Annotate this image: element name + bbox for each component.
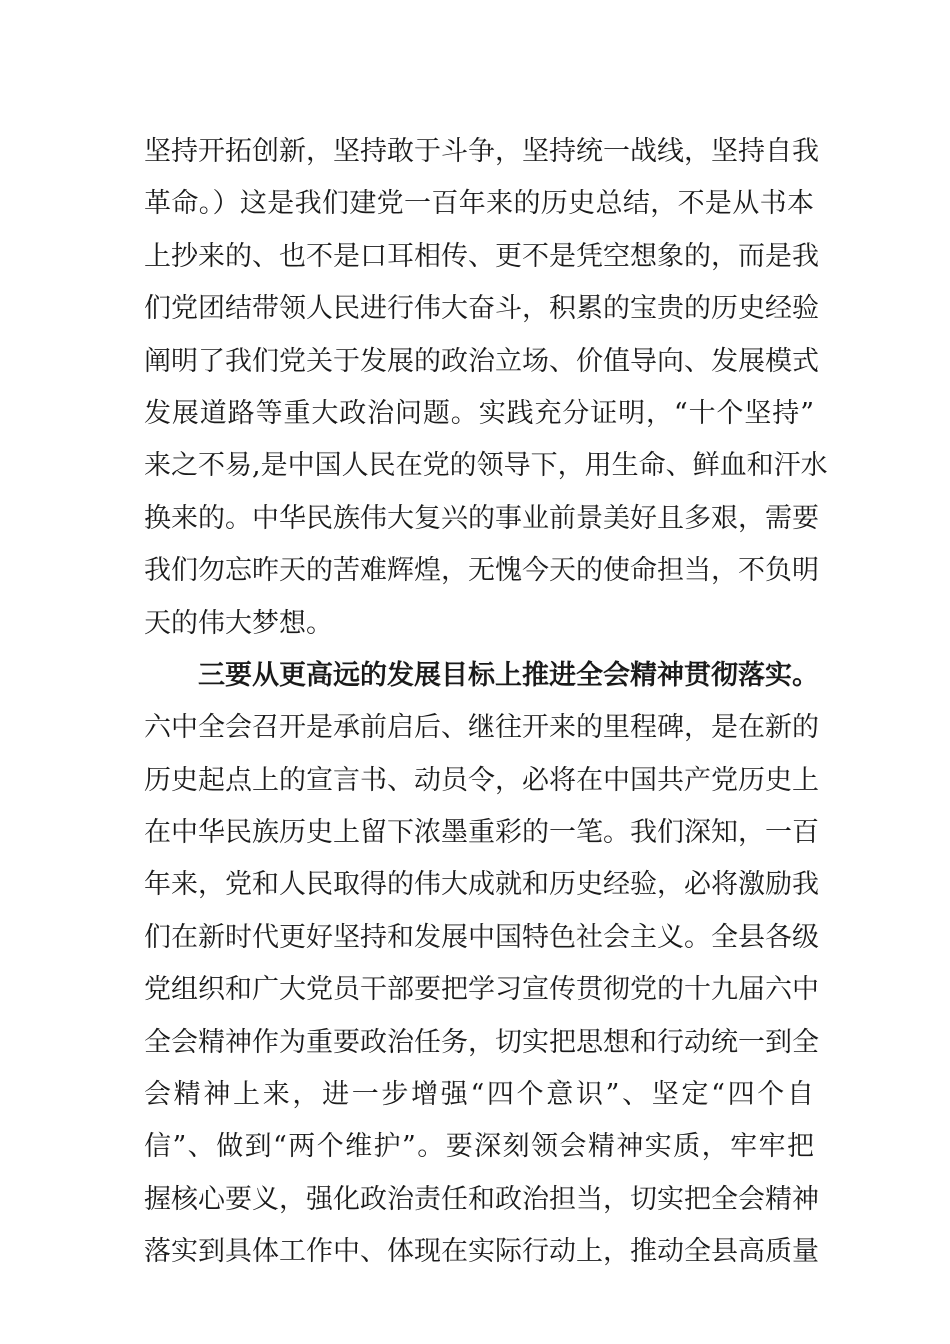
- section-heading: 三要从更高远的发展目标上推进全会精神贯彻落实。: [198, 659, 819, 691]
- paragraph-line: 我们勿忘昨天的苦难辉煌，无愧今天的使命担当，不负明: [144, 555, 819, 587]
- paragraph-line: 握核心要义，强化政治责任和政治担当，切实把全会精神: [144, 1183, 819, 1215]
- paragraph-line: 坚持开拓创新，坚持敢于斗争，坚持统一战线，坚持自我: [144, 136, 819, 167]
- paragraph-line: 信”、做到“两个维护”。要深刻领会精神实质，牢牢把: [144, 1131, 814, 1163]
- paragraph-line: 天的伟大梦想。: [144, 607, 333, 639]
- paragraph-line: 革命。）这是我们建党一百年来的历史总结，不是从书本: [144, 188, 814, 220]
- body-text: [144, 126, 828, 1279]
- paragraph-line: 在中华民族历史上留下浓墨重彩的一笔。我们深知，一百: [144, 817, 819, 849]
- paragraph-line: 们在新时代更好坚持和发展中国特色社会主义。全县各级: [144, 921, 819, 953]
- paragraph-line: 换来的。中华民族伟大复兴的事业前景美好且多艰，需要: [144, 502, 819, 534]
- paragraph-line: 落实到具体工作中、体现在实际行动上，推动全县高质量: [144, 1236, 819, 1268]
- paragraph-line: 上抄来的、也不是口耳相传、更不是凭空想象的，而是我: [144, 240, 819, 272]
- paragraph-line: 六中全会召开是承前启后、继往开来的里程碑，是在新的: [144, 712, 819, 744]
- paragraph-line: 党组织和广大党员干部要把学习宣传贯彻党的十九届六中: [144, 974, 819, 1006]
- paragraph-line: 年来，党和人民取得的伟大成就和历史经验，必将激励我: [144, 869, 819, 901]
- paragraph-line: 历史起点上的宣言书、动员令，必将在中国共产党历史上: [144, 764, 819, 796]
- paragraph-line: 们党团结带领人民进行伟大奋斗，积累的宝贵的历史经验: [144, 293, 819, 325]
- paragraph-line: 发展道路等重大政治问题。实践充分证明，“十个坚持”: [144, 397, 814, 429]
- paragraph-line: 来之不易,是中国人民在党的领导下，用生命、鲜血和汗水: [144, 450, 828, 482]
- paragraph-line: 会精神上来，进一步增强“四个意识”、坚定“四个自: [144, 1079, 814, 1111]
- paragraph-line: 阐明了我们党关于发展的政治立场、价值导向、发展模式: [144, 345, 819, 377]
- paragraph-line: 全会精神作为重要政治任务，切实把思想和行动统一到全: [144, 1026, 819, 1058]
